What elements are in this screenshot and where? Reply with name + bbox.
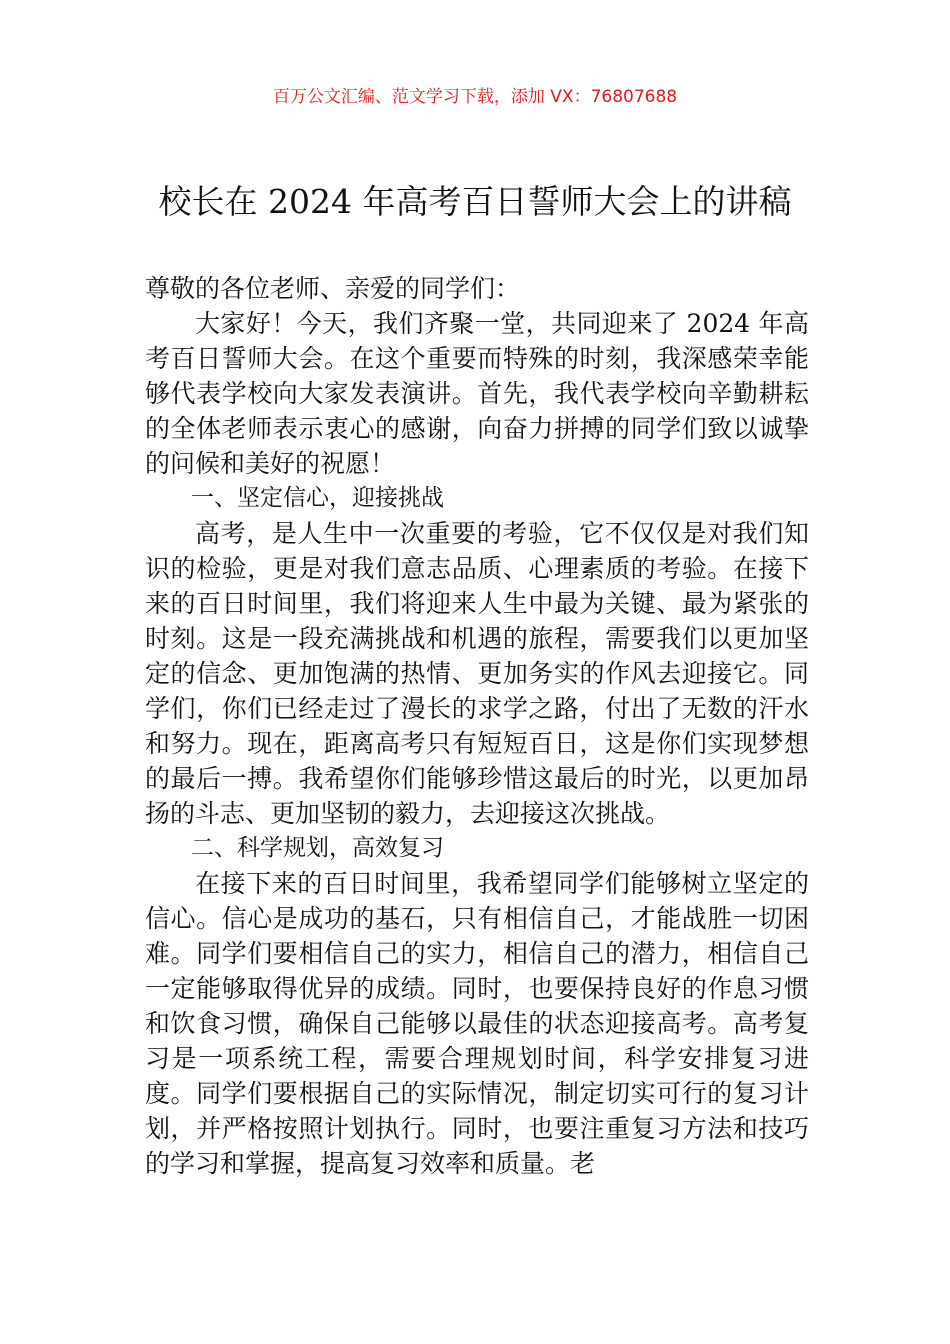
section-heading-2: 二、科学规划，高效复习 xyxy=(191,835,444,861)
paragraph-section-2: 在接下来的百日时间里，我希望同学们能够树立坚定的信心。信心是成功的基石，只有相信自己，才能战胜一切困难。同学们要相信自己的实力，相信自己的潜力，相信自己一定能够取得优异的成绩。同时，也要保持良好的作息习惯和饮食习惯，确保自己能够以最佳的状态迎接高考。高考复习是一项系统工程，需要合理规划时间，科学安排复习进度。同学们要根据自己的实际情况，制定切实可行的复习计划，并严格按照计划执行。同时，也要注重复习方法和技巧的学习和掌握，提高复习效率和质量。老 xyxy=(145,869,809,1178)
document-title: 校长在 2024 年高考百日誓师大会上的讲稿 xyxy=(158,182,792,221)
paragraph-greeting: 大家好！今天，我们齐聚一堂，共同迎来了 2024 年高考百日誓师大会。在这个重要而特殊的时刻，我深感荣幸能够代表学校向大家发表演讲。首先，我代表学校向辛勤耕耘的全体老师表示衷心的感谢，向奋力拼搏的同学们致以诚挚的问候和美好的祝愿！ xyxy=(145,309,809,478)
paragraph-section-1: 高考，是人生中一次重要的考验，它不仅仅是对我们知识的检验，更是对我们意志品质、心理素质的考验。在接下来的百日时间里，我们将迎来人生中最为关键、最为紧张的时刻。这是一段充满挑战和机遇的旅程，需要我们以更加坚定的信念、更加饱满的热情、更加务实的作风去迎接它。同学们，你们已经走过了漫长的求学之路，付出了无数的汗水和努力。现在，距离高考只有短短百日，这是你们实现梦想的最后一搏。我希望你们能够珍惜这最后的时光，以更加昂扬的斗志、更加坚韧的毅力，去迎接这次挑战。 xyxy=(145,519,809,828)
section-heading-1: 一、坚定信心，迎接挑战 xyxy=(191,485,444,511)
header-watermark-note: 百万公文汇编、范文学习下载，添加 VX：76807688 xyxy=(272,87,678,107)
salutation: 尊敬的各位老师、亲爱的同学们： xyxy=(145,274,521,303)
document-body xyxy=(145,271,809,1181)
